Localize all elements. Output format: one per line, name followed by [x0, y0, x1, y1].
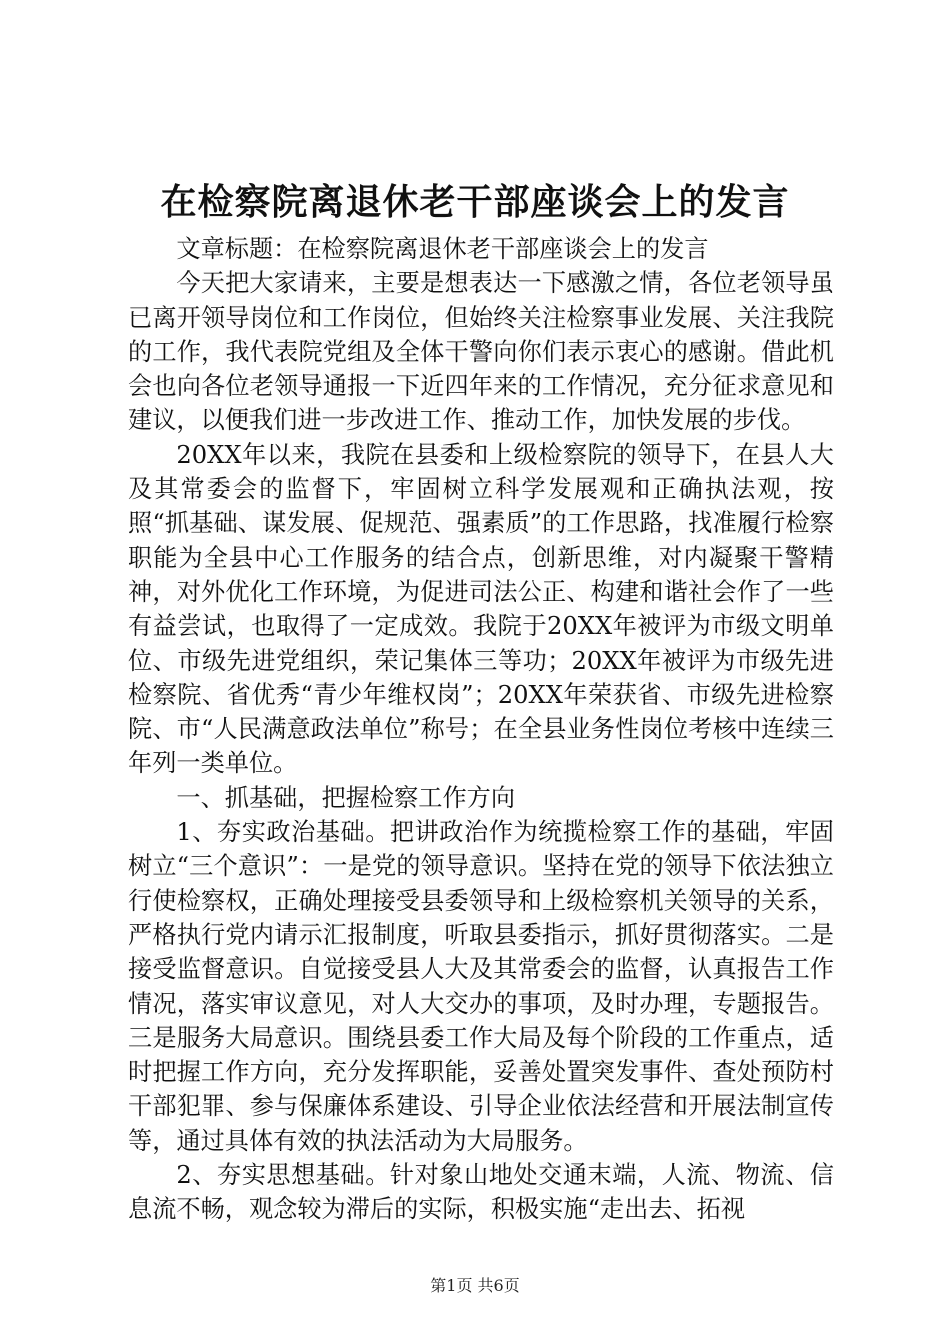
section-heading-1: 一、抓基础，把握检察工作方向 [176, 783, 516, 812]
document-title: 在检察院离退休老干部座谈会上的发言 [160, 181, 790, 223]
paragraph-intro: 今天把大家请来，主要是想表达一下感激之情，各位老领导虽已离开领导岗位和工作岗位，但始终关注检察事业发展、关注我院的工作，我代表院党组及全体干警向你们表示衷心的感谢。借此机会也向各位老领导通报一下近四年来的工作情况，充分征求意见和建议，以便我们进一步改进工作、推动工作，加快发展的步伐。 [128, 269, 834, 435]
paragraph-achievements: 20XX年以来，我院在县委和上级检察院的领导下，在县人大及其常委会的监督下，牢固树立科学发展观和正确执法观，按照“抓基础、谋发展、促规范、强素质”的工作思路，找准履行检察职能为全县中心工作服务的结合点，创新思维，对内凝聚干警精神，对外优化工作环境，为促进司法公正、构建和谐社会作了一些有益尝试，也取得了一定成效。我院于20XX年被评为市级文明单位、市级先进党组织，荣记集体三等功；20XX年被评为市级先进检察院、省优秀“青少年维权岗”；20XX年荣获省、市级先进检察院、市“人民满意政法单位”称号；在全县业务性岗位考核中连续三年列一类单位。 [128, 440, 834, 778]
article-title-line: 文章标题：在检察院离退休老干部座谈会上的发言 [176, 235, 709, 263]
page-footer: 第1页 共6页 [430, 1276, 520, 1295]
paragraph-political-foundation: 1、夯实政治基础。把讲政治作为统揽检察工作的基础，牢固树立“三个意识”：一是党的领导意识。坚持在党的领导下依法独立行使检察权，正确处理接受县委领导和上级检察机关领导的关系，严格执行党内请示汇报制度，听取县委指示，抓好贯彻落实。二是接受监督意识。自觉接受县人大及其常委会的监督，认真报告工作情况，落实审议意见，对人大交办的事项，及时办理，专题报告。三是服务大局意识。围绕县委工作大局及每个阶段的工作重点，适时把握工作方向，充分发挥职能，妥善处置突发事件、查处预防村干部犯罪、参与保廉体系建设、引导企业依法经营和开展法制宣传等，通过具体有效的执法活动为大局服务。 [128, 818, 834, 1155]
paragraph-ideological-foundation: 2、夯实思想基础。针对象山地处交通末端，人流、物流、信息流不畅，观念较为滞后的实际，积极实施“走出去、拓视 [128, 1161, 834, 1224]
document-body [128, 232, 834, 1227]
